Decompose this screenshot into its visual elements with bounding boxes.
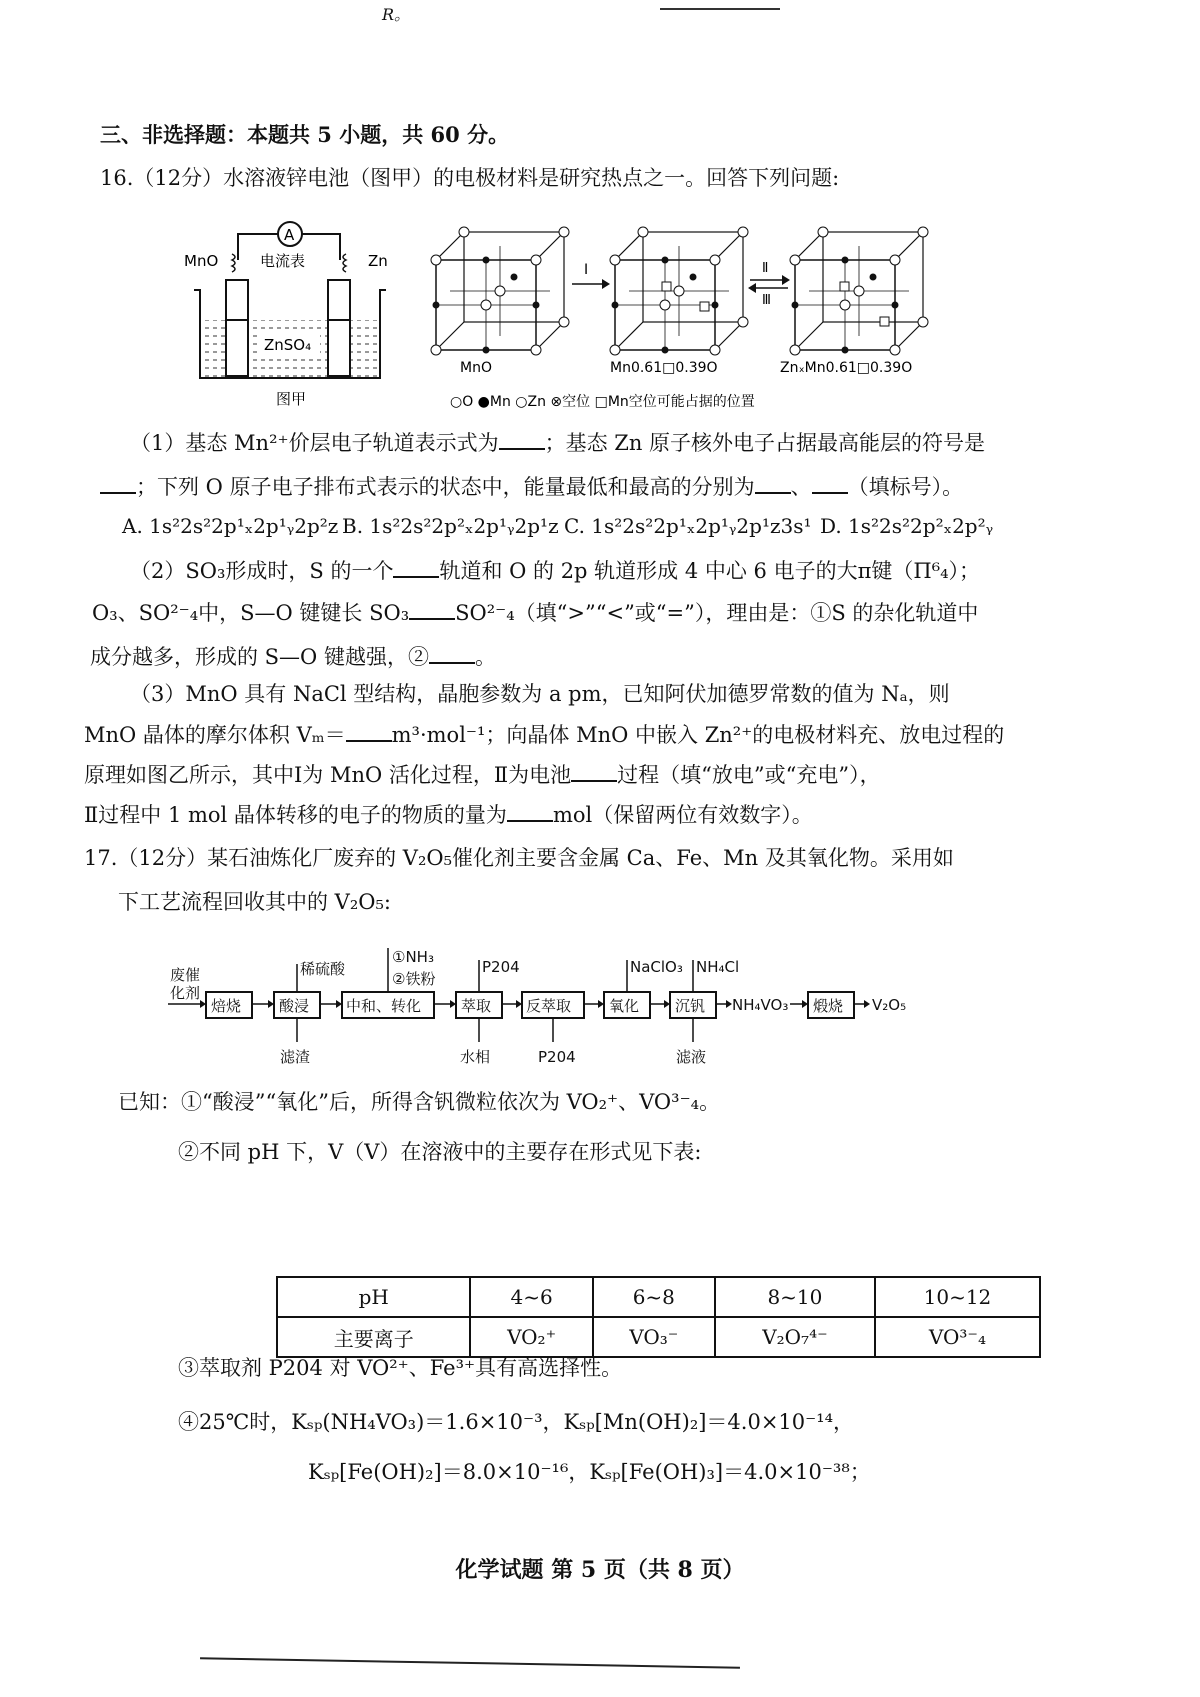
table-cell: 6~8 xyxy=(593,1277,715,1317)
answer-blank[interactable] xyxy=(507,802,553,822)
header-fragment: R。 xyxy=(382,5,411,24)
svg-text:氧化: 氧化 xyxy=(609,997,640,1015)
table-cell: 4~6 xyxy=(470,1277,592,1317)
table-cell: 8~10 xyxy=(715,1277,875,1317)
svg-text:滤渣: 滤渣 xyxy=(280,1048,311,1066)
table-cell: V₂O₇⁴⁻ xyxy=(715,1317,875,1357)
answer-blank[interactable] xyxy=(346,722,392,742)
svg-text:水相: 水相 xyxy=(460,1048,491,1066)
svg-text:V₂O₅: V₂O₅ xyxy=(872,996,907,1014)
svg-text:①NH₃: ①NH₃ xyxy=(392,948,434,966)
arrow-1-label: Ⅰ xyxy=(584,262,589,278)
scan-mark xyxy=(200,1657,740,1668)
lattice-b-label: Mn0.61□0.39O xyxy=(610,360,718,376)
q16-part3-line4: Ⅱ过程中 1 mol 晶体转移的电子的物质的量为 mol（保留两位有效数字）。 xyxy=(84,803,813,827)
table-cell: 10~12 xyxy=(875,1277,1040,1317)
q17-known-2: ②不同 pH 下，V（Ⅴ）在溶液中的主要存在形式见下表: xyxy=(178,1140,702,1164)
answer-blank[interactable] xyxy=(429,644,475,664)
left-electrode-label: MnO xyxy=(184,252,219,270)
table-cell: VO₃⁻ xyxy=(593,1317,715,1357)
arrow-2-label: Ⅱ xyxy=(762,261,769,276)
svg-text:焙烧: 焙烧 xyxy=(211,997,242,1015)
svg-text:P204: P204 xyxy=(482,958,520,976)
section-title: 三、非选择题：本题共 5 小题，共 60 分。 xyxy=(100,122,510,147)
svg-text:稀硫酸: 稀硫酸 xyxy=(300,960,346,978)
svg-text:中和、转化: 中和、转化 xyxy=(346,997,422,1015)
q17-known-3: ③萃取剂 P204 对 VO²⁺、Fe³⁺具有高选择性。 xyxy=(178,1356,623,1380)
lattice-legend: ○O ●Mn ○Zn ⊗空位 □Mn空位可能占据的位置 xyxy=(450,394,755,410)
ammeter-label: 电流表 xyxy=(260,252,306,270)
figure-jia-caption: 图甲 xyxy=(276,390,307,408)
table-header-row xyxy=(277,1277,1040,1317)
table-row xyxy=(277,1317,1040,1357)
q16-part1-line1: （1）基态 Mn²⁺价层电子轨道表示式为 ；基态 Zn 原子核外电子占据最高能层的符号是 xyxy=(130,431,986,455)
q16-part3-line1: （3）MnO 具有 NaCl 型结构，晶胞参数为 a pm，已知阿伏加德罗常数的值为 Nₐ，则 xyxy=(130,682,950,706)
figure-jia-battery xyxy=(180,220,420,410)
q16-part2-line3: 成分越多，形成的 S—O 键越强，② 。 xyxy=(90,645,496,669)
process-flowchart xyxy=(168,944,928,1074)
vanadium-species-table xyxy=(276,1276,1041,1358)
answer-blank[interactable] xyxy=(755,474,791,494)
lattice-c-label: ZnₓMn0.61□0.39O xyxy=(780,360,913,376)
q17-intro-line1: 17.（12分）某石油炼化厂废弃的 V₂O₅催化剂主要含金属 Ca、Fe、Mn 及其氧化物。采用如 xyxy=(84,846,954,870)
q16-part3-line3: 原理如图乙所示，其中Ⅰ为 MnO 活化过程，Ⅱ为电池 过程（填“放电”或“充电”）， xyxy=(84,763,881,787)
svg-text:P204: P204 xyxy=(538,1048,576,1066)
flow-input-label: 废催 xyxy=(170,966,201,984)
svg-text:化剂: 化剂 xyxy=(170,984,201,1002)
svg-text:滤液: 滤液 xyxy=(676,1048,707,1066)
svg-text:②铁粉: ②铁粉 xyxy=(392,970,436,988)
table-cell: VO³⁻₄ xyxy=(875,1317,1040,1357)
q16-intro: 16.（12分）水溶液锌电池（图甲）的电极材料是研究热点之一。回答下列问题: xyxy=(100,166,840,190)
svg-text:NaClO₃: NaClO₃ xyxy=(630,958,683,976)
scan-mark xyxy=(660,0,780,10)
answer-blank[interactable] xyxy=(571,762,617,782)
answer-blank[interactable] xyxy=(393,558,439,578)
option-a: A. 1s²2s²2p¹ₓ2p¹ᵧ2p²z xyxy=(122,514,339,538)
solution-label: ZnSO₄ xyxy=(264,336,312,354)
q17-known-5: Kₛₚ[Fe(OH)₂]＝8.0×10⁻¹⁶，Kₛₚ[Fe(OH)₃]＝4.0×10⁻³⁸； xyxy=(308,1460,871,1484)
figure-yi-lattices xyxy=(430,222,950,422)
svg-text:沉钒: 沉钒 xyxy=(675,997,706,1015)
q16-part3-line2: MnO 晶体的摩尔体积 Vₘ＝ m³·mol⁻¹；向晶体 MnO 中嵌入 Zn²⁺的电极材料充、放电过程的 xyxy=(84,723,1005,747)
table-cell: VO₂⁺ xyxy=(470,1317,592,1357)
q17-known-4: ④25℃时，Kₛₚ(NH₄VO₃)＝1.6×10⁻³，Kₛₚ[Mn(OH)₂]＝4.0×10⁻¹⁴， xyxy=(178,1410,855,1434)
svg-text:反萃取: 反萃取 xyxy=(526,997,572,1015)
table-cell: 主要离子 xyxy=(277,1317,470,1357)
answer-blank[interactable] xyxy=(812,474,848,494)
answer-blank[interactable] xyxy=(100,474,136,494)
option-b: B. 1s²2s²2p²ₓ2p¹ᵧ2p¹z xyxy=(342,514,559,538)
ammeter-symbol: A xyxy=(284,226,295,244)
table-cell: pH xyxy=(277,1277,470,1317)
right-electrode-label: Zn xyxy=(368,252,388,270)
option-c: C. 1s²2s²2p¹ₓ2p¹ᵧ2p¹z3s¹ xyxy=(564,514,812,538)
q16-options xyxy=(122,514,993,538)
answer-blank[interactable] xyxy=(499,430,545,450)
svg-text:NH₄Cl: NH₄Cl xyxy=(696,958,740,976)
q17-intro-line2: 下工艺流程回收其中的 V₂O₅: xyxy=(118,890,391,914)
svg-text:NH₄VO₃: NH₄VO₃ xyxy=(732,996,789,1014)
q16-part1-line2: ；下列 O 原子电子排布式表示的状态中，能量最低和最高的分别为 、 （填标号）。 xyxy=(100,474,963,500)
svg-text:煅烧: 煅烧 xyxy=(813,997,844,1015)
q16-part2-line2: O₃、SO²⁻₄中，S—O 键键长 SO₃ SO²⁻₄（填“>”“<”或“=”），理由是：①S 的杂化轨道中 xyxy=(92,601,979,625)
q16-part2-line1: （2）SO₃形成时，S 的一个 轨道和 O 的 2p 轨道形成 4 中心 6 电子的大π键（Π⁶₄）； xyxy=(130,559,981,583)
svg-text:萃取: 萃取 xyxy=(461,997,492,1015)
arrow-3-label: Ⅲ xyxy=(762,293,771,308)
answer-blank[interactable] xyxy=(409,600,455,620)
option-d: D. 1s²2s²2p²ₓ2p²ᵧ xyxy=(820,514,994,538)
page-footer: 化学试题 第 5 页（共 8 页） xyxy=(455,1557,745,1583)
svg-text:酸浸: 酸浸 xyxy=(279,997,310,1015)
q17-known-1: 已知：①“酸浸”“氧化”后，所得含钒微粒依次为 VO₂⁺、VO³⁻₄。 xyxy=(118,1090,721,1114)
lattice-a-label: MnO xyxy=(460,360,492,376)
